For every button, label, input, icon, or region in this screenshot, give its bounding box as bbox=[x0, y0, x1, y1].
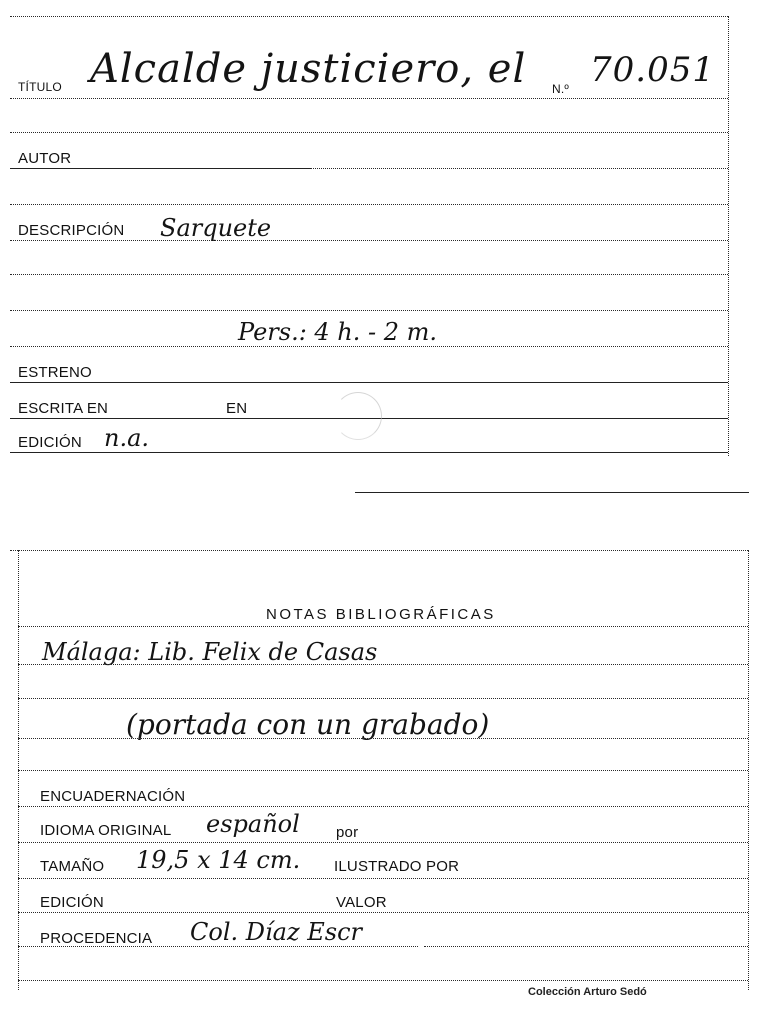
estreno-label: ESTRENO bbox=[18, 364, 92, 381]
tamano-value: 19,5 x 14 cm. bbox=[136, 846, 301, 874]
encuadernacion-line bbox=[18, 806, 748, 807]
nota-line-2: (portada con un grabado) bbox=[126, 708, 490, 741]
edicion-value: n.a. bbox=[104, 424, 150, 452]
personajes-line bbox=[10, 346, 728, 347]
procedencia-line-right bbox=[424, 946, 748, 947]
autor-line bbox=[10, 168, 310, 169]
blank-line-2 bbox=[10, 274, 728, 275]
bottom-rule bbox=[18, 980, 748, 981]
card-separator bbox=[355, 492, 749, 493]
estreno-line bbox=[10, 382, 728, 383]
personajes-value: Pers.: 4 h. - 2 m. bbox=[238, 318, 438, 346]
autor-label: AUTOR bbox=[18, 150, 72, 167]
procedencia-line bbox=[18, 946, 418, 947]
titulo-label: TÍTULO bbox=[18, 80, 62, 94]
valor-label: VALOR bbox=[336, 894, 387, 911]
card-top-border bbox=[10, 16, 728, 17]
procedencia-label: PROCEDENCIA bbox=[40, 930, 153, 947]
nota-line-1-rule bbox=[18, 664, 748, 665]
descripcion-line bbox=[10, 240, 728, 241]
numero-value: 70.051 bbox=[590, 50, 715, 90]
ilustrado-label: ILUSTRADO POR bbox=[334, 858, 460, 875]
titulo-line-2 bbox=[10, 132, 728, 133]
blank-line-1 bbox=[10, 204, 728, 205]
idioma-line bbox=[18, 842, 748, 843]
por-label: por bbox=[336, 824, 359, 841]
notas-heading: NOTAS BIBLIOGRÁFICAS bbox=[266, 606, 496, 623]
nota-line-1: Málaga: Lib. Felix de Casas bbox=[42, 638, 378, 666]
heading-line bbox=[18, 626, 748, 627]
card2-top-border bbox=[10, 550, 748, 551]
encuadernacion-label: ENCUADERNACIÓN bbox=[40, 788, 186, 805]
idioma-label: IDIOMA ORIGINAL bbox=[40, 822, 172, 839]
catalog-card-bottom bbox=[0, 540, 759, 1028]
descripcion-value: Sarquete bbox=[160, 214, 272, 242]
nota-blank-rule bbox=[18, 698, 748, 699]
procedencia-value: Col. Díaz Escr bbox=[190, 918, 362, 946]
edicion2-label: EDICIÓN bbox=[40, 894, 104, 911]
descripcion-label: DESCRIPCIÓN bbox=[18, 222, 125, 239]
autor-line-rest bbox=[310, 168, 728, 169]
numero-label: N.º bbox=[552, 82, 569, 96]
tamano-label: TAMAÑO bbox=[40, 858, 105, 875]
escrita-en-label: ESCRITA EN bbox=[18, 400, 109, 417]
edicion-line bbox=[10, 452, 728, 453]
catalog-card-top bbox=[0, 0, 759, 500]
edicion2-line bbox=[18, 912, 748, 913]
titulo-value: Alcalde justiciero, el bbox=[90, 46, 527, 92]
punch-hole bbox=[334, 392, 382, 440]
tamano-line bbox=[18, 878, 748, 879]
card2-right-border bbox=[748, 550, 749, 990]
collection-footer: Colección Arturo Sedó bbox=[528, 986, 647, 998]
nota-blank-rule-2 bbox=[18, 770, 748, 771]
blank-line-3 bbox=[10, 310, 728, 311]
nota-line-2-rule bbox=[18, 738, 748, 739]
en-label: EN bbox=[226, 400, 248, 417]
edicion-label: EDICIÓN bbox=[18, 434, 82, 451]
titulo-line bbox=[10, 98, 728, 99]
card-right-border bbox=[728, 16, 729, 456]
idioma-value: español bbox=[206, 810, 300, 838]
